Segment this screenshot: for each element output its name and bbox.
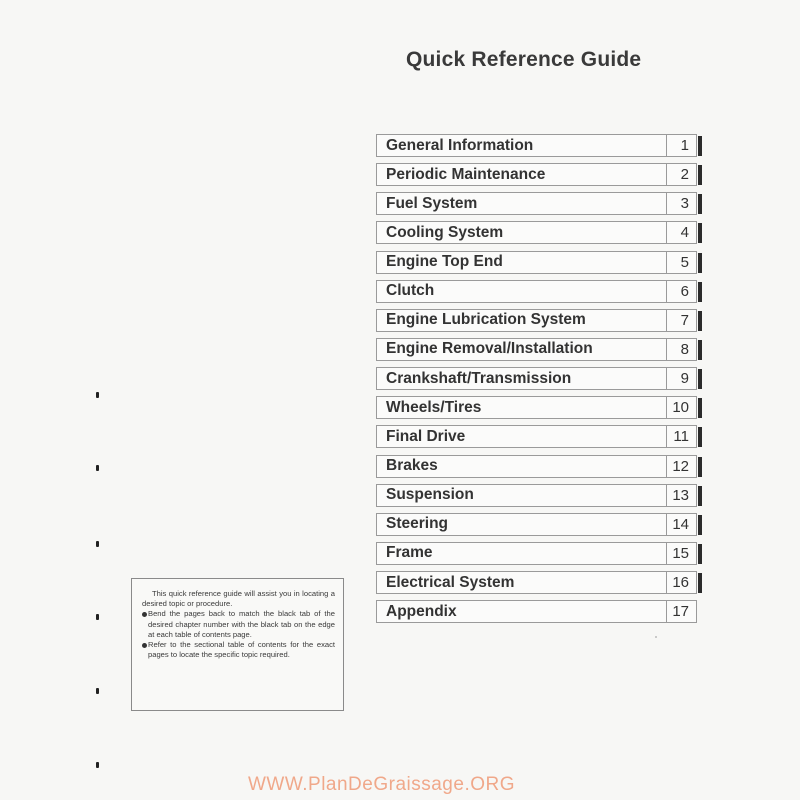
toc-item-label: Fuel System [376,192,667,215]
toc-item-number: 10 [667,396,697,419]
toc-item-label: Suspension [376,484,667,507]
toc-item-fuel-system[interactable] [376,192,704,215]
toc-item-label: Periodic Maintenance [376,163,667,186]
toc-item-engine-removal-installation[interactable] [376,338,704,361]
toc-item-number: 4 [667,221,697,244]
toc-item-number: 3 [667,192,697,215]
toc-item-final-drive[interactable] [376,425,704,448]
toc-item-steering[interactable] [376,513,704,536]
note-bullet-text: Refer to the sectional table of contents for the exact pages to locate the specific topic required. [148,640,335,660]
chapter-black-tab [698,253,702,273]
toc-item-number: 11 [667,425,697,448]
toc-item-number: 8 [667,338,697,361]
toc-item-number: 7 [667,309,697,332]
toc-item-wheels-tires[interactable] [376,396,704,419]
toc-item-crankshaft-transmission[interactable] [376,367,704,390]
toc-item-label: Engine Removal/Installation [376,338,667,361]
chapter-black-tab [698,544,702,564]
bullet-icon [142,612,147,617]
toc-item-label: Brakes [376,455,667,478]
chapter-black-tab [698,311,702,331]
toc-item-number: 6 [667,280,697,303]
chapter-black-tab [698,369,702,389]
watermark-url[interactable]: WWW.PlanDeGraissage.ORG [248,774,515,795]
binder-hole-mark [96,541,99,547]
toc-item-frame[interactable] [376,542,704,565]
chapter-black-tab [698,136,702,156]
binder-hole-mark [96,688,99,694]
binder-hole-mark [96,614,99,620]
toc-item-label: Electrical System [376,571,667,594]
toc-item-number: 9 [667,367,697,390]
toc-item-label: General Information [376,134,667,157]
toc-item-brakes[interactable] [376,455,704,478]
toc-item-label: Crankshaft/Transmission [376,367,667,390]
toc-item-label: Appendix [376,600,667,623]
toc-item-periodic-maintenance[interactable] [376,163,704,186]
toc-item-cooling-system[interactable] [376,221,704,244]
note-bullet [142,640,335,660]
toc-item-engine-lubrication-system[interactable] [376,309,704,332]
toc-item-number: 12 [667,455,697,478]
chapter-black-tab [698,340,702,360]
chapter-black-tab [698,515,702,535]
toc-item-number: 1 [667,134,697,157]
toc-item-general-information[interactable] [376,134,704,157]
bullet-icon [142,643,147,648]
binder-hole-mark [96,762,99,768]
toc-item-number: 5 [667,251,697,274]
chapter-black-tab [698,398,702,418]
chapter-black-tab [698,573,702,593]
toc-item-label: Wheels/Tires [376,396,667,419]
toc-item-number: 17 [667,600,697,623]
binder-hole-mark [96,465,99,471]
chapter-black-tab [698,486,702,506]
toc-item-label: Engine Lubrication System [376,309,667,332]
toc-item-label: Final Drive [376,425,667,448]
toc-item-label: Engine Top End [376,251,667,274]
chapter-black-tab [698,165,702,185]
usage-note-box [131,578,344,711]
toc-item-number: 16 [667,571,697,594]
toc-item-appendix[interactable] [376,600,704,623]
toc-item-label: Clutch [376,280,667,303]
toc-item-number: 2 [667,163,697,186]
chapter-black-tab [698,194,702,214]
binder-hole-mark [96,392,99,398]
toc-item-number: 15 [667,542,697,565]
toc-item-engine-top-end[interactable] [376,251,704,274]
toc-item-label: Cooling System [376,221,667,244]
chapter-black-tab [698,427,702,447]
chapter-black-tab [698,223,702,243]
note-bullet-text: Bend the pages back to match the black tab of the desired chapter number with the black tab on the edge at each table of contents page. [148,609,335,639]
toc-item-label: Steering [376,513,667,536]
toc-item-electrical-system[interactable] [376,571,704,594]
page-title: Quick Reference Guide [406,48,642,71]
chapter-black-tab [698,282,702,302]
toc-item-suspension[interactable] [376,484,704,507]
toc-item-number: 13 [667,484,697,507]
toc-item-clutch[interactable] [376,280,704,303]
note-intro: This quick reference guide will assist you in locating a desired topic or procedure. [142,589,335,609]
paper-speck [655,636,657,638]
toc-item-number: 14 [667,513,697,536]
toc-item-label: Frame [376,542,667,565]
toc-list [376,134,704,629]
chapter-black-tab [698,457,702,477]
note-bullet [142,609,335,640]
